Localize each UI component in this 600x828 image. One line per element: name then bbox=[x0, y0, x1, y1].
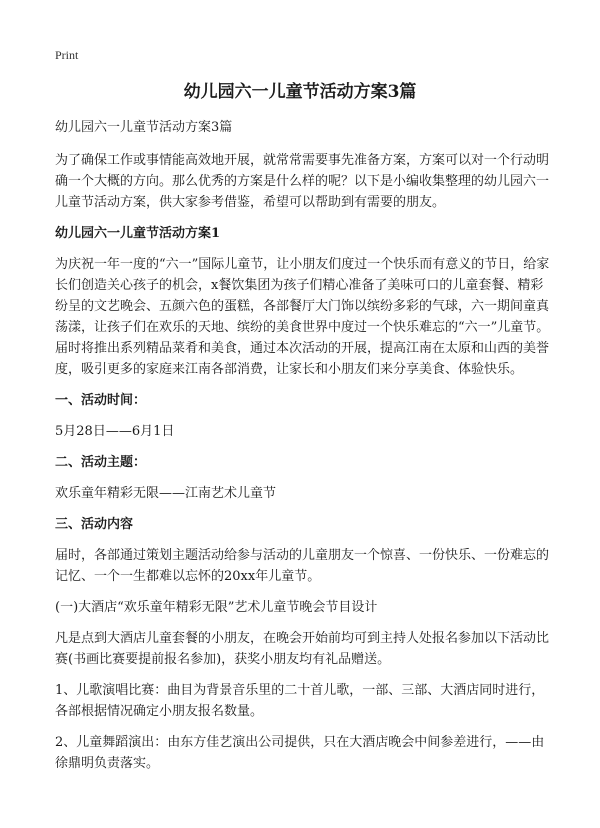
print-label: Print bbox=[55, 48, 79, 62]
item-paragraph: 凡是点到大酒店儿童套餐的小朋友，在晚会开始前均可到主持人处报名参加以下活动比赛(书画比赛要提前报名参加)，获奖小朋友均有礼品赠送。 bbox=[55, 631, 550, 667]
item-heading: (一)大酒店“欢乐童年精彩无限”艺术儿童节晚会节目设计 bbox=[55, 600, 378, 615]
section-paragraph: 为庆祝一年一度的“六一”国际儿童节，让小朋友们度过一个快乐而有意义的节日，给家长们创造关心孩子的机会，x餐饮集团为孩子们精心准备了美味可口的儿童套餐、精彩纷呈的文艺晚会、五颜六色的蛋糕，各部餐厅大门饰以缤纷多彩的气球，六一期间童真荡漾，让孩子们在欢乐的天地、缤纷的美食世界中度过一个快乐难忘的“六一”儿童节。届时将推出系列精品菜肴和美食，通过本次活动的开展，提高江南在太原和山西的美誉度，吸引更多的家庭来江南各部消费，让家长和小朋友们来分享美食、体验快乐。 bbox=[55, 257, 550, 377]
theme-heading: 二、活动主题： bbox=[55, 455, 147, 470]
article-subtitle: 幼儿园六一儿童节活动方案3篇 bbox=[55, 120, 233, 135]
sub-item: 2、儿童舞蹈演出：由东方佳艺演出公司提供，只在大酒店晚会中间参差进行，——由徐鼎明负责落实。 bbox=[55, 735, 545, 771]
theme-value: 欢乐童年精彩无限——江南艺术儿童节 bbox=[55, 486, 277, 501]
intro-paragraph: 为了确保工作或事情能高效地开展，就常常需要事先准备方案，方案可以对一个行动明确一个大概的方向。那么优秀的方案是什么样的呢？以下是小编收集整理的幼儿园六一儿童节活动方案，供大家参考借鉴，希望可以帮助到有需要的朋友。 bbox=[55, 153, 550, 210]
content-heading: 三、活动内容 bbox=[55, 517, 134, 532]
page-title: 幼儿园六一儿童节活动方案3篇 bbox=[183, 82, 417, 102]
time-value: 5月28日——6月1日 bbox=[55, 424, 175, 439]
article-body bbox=[55, 117, 550, 784]
sub-item: 1、儿歌演唱比赛：曲目为背景音乐里的二十首儿歌，一部、三部、大酒店同时进行，各部根据情况确定小朋友报名数量。 bbox=[55, 683, 545, 719]
time-heading: 一、活动时间： bbox=[55, 393, 147, 408]
section-heading: 幼儿园六一儿童节活动方案1 bbox=[55, 226, 221, 241]
content-intro: 届时，各部通过策划主题活动给参与活动的儿童朋友一个惊喜、一份快乐、一份难忘的记忆、一个一生都难以忘怀的20xx年儿童节。 bbox=[55, 548, 550, 584]
